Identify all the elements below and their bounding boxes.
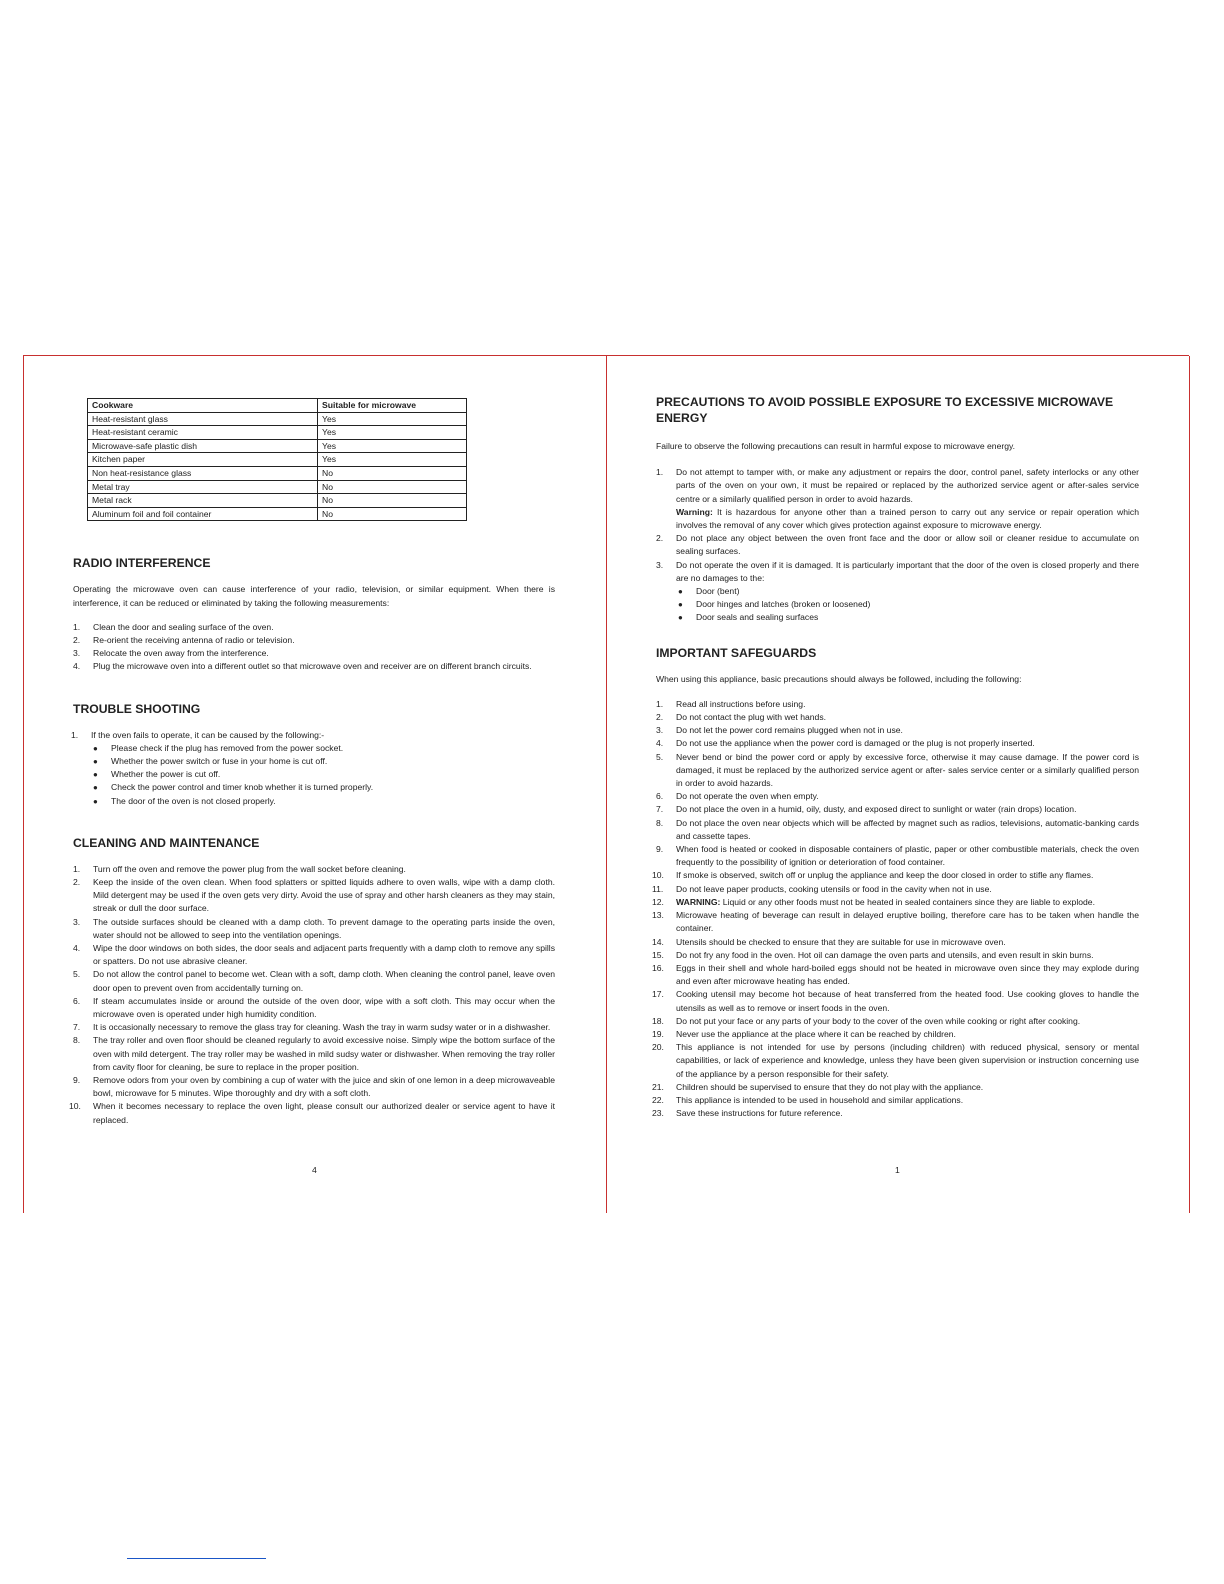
list-item [652,883,1139,896]
item-number: 1. [73,621,81,632]
right-page [652,356,1140,1120]
list-item [656,698,1139,711]
table-cell: Non heat-resistance glass [88,466,318,480]
safeguards-list [652,698,1139,1121]
list-item [652,949,1139,962]
item-text: Do not allow the control panel to become wet. Clean with a soft, damp cloth. When cleaning the control panel, leave oven door open to prevent oven from accidentally turning on. [93,969,555,993]
item-text: If smoke is observed, switch off or unplug the appliance and keep the door closed in order to stifle any flames. [676,870,1094,881]
list-item [652,869,1139,882]
item-text: Do not let the power cord remains plugged when not in use. [676,725,903,736]
precautions-bullets [676,585,1139,625]
item-text: Never bend or bind the power cord or apply by excessive force, otherwise it may cause damage. If the power cord is damaged, it must be replaced by the authorized service agent or after- sales service center or a similarly qualified person in order to avoid hazards. [676,751,1139,789]
bullet-text: The door of the oven is not closed properly. [111,795,276,806]
radio-interference-heading: RADIO INTERFERENCE [73,556,211,571]
item-text: Read all instructions before using. [676,698,806,709]
item-text: This appliance is intended to be used in household and similar applications. [676,1094,964,1105]
item-text: Children should be supervised to ensure that they do not play with the appliance. [676,1081,984,1092]
list-item [73,995,555,1021]
item-text: Do not operate the oven when empty. [676,791,819,802]
list-item [656,790,1139,803]
item-number: 12. [652,896,664,907]
list-item [656,803,1139,816]
list-item [652,1015,1139,1028]
table-header-cell: Cookware [88,399,318,413]
item-number: 22. [652,1094,664,1105]
item-text: Never use the appliance at the place where it can be reached by children. [676,1028,956,1039]
item-text: Do not leave paper products, cooking utensils or food in the cavity when not in use. [676,883,992,894]
bullet-icon: ● [678,600,683,610]
item-number: 10. [69,1101,81,1112]
item-text: Utensils should be checked to ensure that they are suitable for use in microwave oven. [676,936,1006,947]
list-item [656,751,1139,791]
bullet-item [91,742,555,755]
list-item [73,863,555,876]
table-cell: Yes [318,426,467,440]
list-item [652,936,1139,949]
item-number: 20. [652,1042,664,1053]
list-item [656,532,1139,558]
item-number: 5. [73,969,81,980]
table-cell: No [318,480,467,494]
item-number: 4. [73,661,81,672]
list-item [652,909,1139,935]
bullet-icon: ● [678,587,683,597]
item-number: 10. [652,870,664,881]
item-text: Do not attempt to tamper with, or make any adjustment or repairs the door, control panel, safety interlocks or any other parts of the oven on your own, it must be repaired or replaced by the authorized service agent or after-sales service centre or a similarly qualified person in order to avoid hazards. [676,467,1139,504]
bullet-text: Door seals and sealing surfaces [696,612,819,623]
precautions-list [656,466,1139,585]
item-text: Re-orient the receiving antenna of radio or television. [93,634,295,645]
table-cell: Heat-resistant glass [88,412,318,426]
item-number: 8. [656,817,664,828]
list-item [73,647,555,660]
frame-left-rule [23,356,24,1213]
bullet-text: Whether the power switch or fuse in your home is cut off. [111,755,328,766]
bullet-text: Please check if the plug has removed from the power socket. [111,742,344,753]
bullet-item [91,795,555,808]
bullet-item [91,781,555,794]
table-cell: No [318,466,467,480]
cleaning-maintenance-heading: CLEANING AND MAINTENANCE [73,835,260,850]
bullet-icon: ● [93,796,98,806]
item-number: 4. [656,738,664,749]
frame-center-rule [606,356,607,1213]
table-row [88,412,467,426]
item-text: Plug the microwave oven into a different outlet so that microwave oven and receiver are on different branch circuits. [93,661,532,672]
bullet-text: Whether the power is cut off. [111,769,221,780]
table-cell: Metal tray [88,480,318,494]
item-text: Clean the door and sealing surface of the oven. [93,621,274,632]
warning-label: WARNING: [676,896,721,907]
table-row [88,439,467,453]
item-text: The outside surfaces should be cleaned with a damp cloth. To prevent damage to the operating parts inside the oven, water should not be allowed to seep into the ventilation openings. [93,916,555,940]
page-number-left: 4 [312,1165,317,1175]
item-number: 14. [652,936,664,947]
item-number: 13. [652,910,664,921]
item-number: 2. [73,876,81,887]
safeguards-heading: IMPORTANT SAFEGUARDS [656,645,817,660]
table-header-row [88,399,467,413]
warning-text: It is hazardous for anyone other than a trained person to carry out any service or repair operation which involves the removal of any cover which gives protection against exposure to microwave energy. [676,506,1140,531]
list-item [656,817,1139,843]
item-number: 9. [656,844,664,855]
list-item [73,1074,555,1100]
list-item [656,559,1139,585]
precautions-intro: Failure to observe the following precautions can result in harmful expose to microwave energy. [656,441,1016,451]
bullet-icon: ● [93,756,98,766]
table-cell: Aluminum foil and foil container [88,507,318,521]
list-item [656,724,1139,737]
list-item [73,621,555,634]
list-item [73,634,555,647]
item-number: 5. [656,751,664,762]
table-cell: Yes [318,439,467,453]
item-number: 3. [656,559,664,570]
item-text: Turn off the oven and remove the power plug from the wall socket before cleaning. [93,863,406,874]
item-number: 1. [656,698,664,709]
list-item [652,896,1139,909]
bullet-text: Check the power control and timer knob whether it is turned properly. [111,782,374,793]
item-text: When it becomes necessary to replace the oven light, please consult our authorized dealer or service agent to have it replaced. [93,1101,555,1125]
item-number: 2. [73,634,81,645]
bullet-text: Door (bent) [696,586,740,597]
list-item [652,962,1139,988]
item-number: 9. [73,1075,81,1086]
cleaning-list [69,863,555,1127]
list-item [656,843,1139,869]
item-text: When food is heated or cooked in disposable containers of plastic, paper or other combustible materials, check the oven frequently to the possibility of ignition or deterioration of food container. [676,844,1139,868]
item-number: 11. [652,883,664,894]
item-number: 18. [652,1015,664,1026]
item-number: 15. [652,949,664,960]
bullet-item [676,598,1139,611]
table-row [88,480,467,494]
item-number: 7. [656,804,664,815]
list-item [73,942,555,968]
footer-stub-line [127,1558,266,1559]
item-number: 3. [656,725,664,736]
list-item [69,1100,555,1126]
warning-label: Warning: [676,506,713,517]
table-cell: Heat-resistant ceramic [88,426,318,440]
bullet-text: Door hinges and latches (broken or loosened) [696,599,871,610]
table-cell: Kitchen paper [88,453,318,467]
item-text: Wipe the door windows on both sides, the door seals and adjacent parts frequently with a damp cloth to remove any spills or spatters. Do not use abrasive cleaner. [93,943,555,967]
list-item [656,466,1139,532]
item-text: Remove odors from your oven by combining a cup of water with the juice and skin of one lemon in a deep microwaveable bowl, microwave for 5 minutes. Wipe thoroughly and dry with a soft cloth. [93,1075,555,1099]
item-number: 6. [656,791,664,802]
item-text: Relocate the oven away from the interference. [93,648,269,659]
item-text: Eggs in their shell and whole hard-boiled eggs should not be heated in microwave oven since they may explode during and even after microwave heating has ended. [676,962,1139,987]
item-number: 1. [73,863,81,874]
item-number: 16. [652,962,664,973]
booklet-spread [23,355,1189,1213]
cookware-table [87,398,467,521]
item-number: 19. [652,1028,664,1039]
item-number: 4. [73,943,81,953]
bullet-icon: ● [93,743,98,753]
table-cell: No [318,494,467,508]
item-text: If steam accumulates inside or around the outside of the oven door, wipe with a soft cloth. This may occur when the microwave oven is operated under high humidity condition. [93,995,555,1020]
list-item [73,876,555,916]
item-text: This appliance is not intended for use by persons (including children) with reduced physical, sensory or mental capabilities, or lack of experience and knowledge, unless they have been given supervision or instruction concerning use of the appliance by a person responsible for their safety. [676,1042,1139,1079]
table-cell: Microwave-safe plastic dish [88,439,318,453]
list-item [652,1081,1139,1094]
item-text: Do not place the oven near objects which will be affected by magnet such as radios, televisions, automatic-banking cards and cassette tapes. [676,817,1139,841]
item-text: Save these instructions for future reference. [676,1108,843,1119]
item-number: 2. [656,533,664,544]
left-page [69,356,555,1127]
item-number: 23. [652,1108,664,1119]
list-item [73,1034,555,1074]
list-item [656,737,1139,750]
item-number: 21. [652,1081,664,1092]
item-number: 6. [73,995,81,1006]
table-cell: Yes [318,412,467,426]
item-text: It is occasionally necessary to remove the glass tray for cleaning. Wash the tray in warm sudsy water or in a dishwasher. [93,1022,551,1033]
table-row [88,494,467,508]
item-text: Keep the inside of the oven clean. When food splatters or spitted liquids adhere to oven walls, wipe with a damp cloth. Mild detergent may be used if the oven gets very dirty. Avoid the use of spray and other harsh cleaners as they may stain, streak or dull the door surface. [93,876,555,914]
trouble-list [73,729,555,742]
item-number: 8. [73,1035,81,1046]
item-number: 1. [656,467,664,478]
bullet-item [91,768,555,781]
item-number: 17. [652,989,664,1000]
item-text: Do not place any object between the oven front face and the door or allow soil or cleaner residue to accumulate on sealing surfaces. [676,533,1139,557]
table-header-cell: Suitable for microwave [318,399,467,413]
page-number-right: 1 [895,1165,900,1175]
list-item [656,711,1139,724]
item-text: Do not contact the plug with wet hands. [676,712,827,723]
table-row [88,507,467,521]
item-text: Do not place the oven in a humid, oily, dusty, and exposed direct to sunlight or water (rain drops) location. [676,804,1077,815]
safeguards-intro: When using this appliance, basic precautions should always be followed, including the following: [656,673,1022,684]
bullet-icon: ● [93,783,98,793]
item-number: 3. [73,916,81,927]
bullet-icon: ● [678,613,683,623]
list-item [652,1028,1139,1041]
item-text: Liquid or any other foods must not be heated in sealed containers since they are liable to explode. [722,896,1095,907]
item-text: Microwave heating of beverage can result in delayed eruptive boiling, therefore care has to be taken when handle the container. [676,910,1139,934]
precautions-heading: PRECAUTIONS TO AVOID POSSIBLE EXPOSURE TO EXCESSIVE MICROWAVE ENERGY [656,395,1114,425]
table-row [88,466,467,480]
list-item [652,1041,1139,1081]
item-text: If the oven fails to operate, it can be caused by the following:- [91,729,325,740]
table-row [88,426,467,440]
table-cell: Yes [318,453,467,467]
list-item [73,729,555,742]
table-cell: No [318,507,467,521]
table-cell: Metal rack [88,494,318,508]
table-row [88,453,467,467]
bullet-item [676,611,1139,624]
list-item [73,660,555,673]
item-text: Do not operate the oven if it is damaged. It is particularly important that the door of the oven is closed properly and there are no damages to the: [676,559,1139,583]
list-item [652,1107,1139,1120]
item-number: 1. [71,729,79,740]
item-text: Cooking utensil may become hot because of heat transferred from the heated food. Use cooking gloves to handle the utensils as well as to remove or insert foods in the oven. [676,989,1139,1013]
item-number: 3. [73,648,81,659]
trouble-bullets [91,742,555,808]
item-text: Do not use the appliance when the power cord is damaged or the plug is not properly inserted. [676,738,1035,749]
bullet-item [91,755,555,768]
bullet-icon: ● [93,770,98,780]
list-item [73,1021,555,1034]
item-number: 2. [656,712,664,723]
list-item [73,968,555,994]
item-number: 7. [73,1022,81,1033]
list-item [652,1094,1139,1107]
trouble-shooting-heading: TROUBLE SHOOTING [73,701,201,716]
item-text: Do not put your face or any parts of your body to the cover of the oven while cooking or right after cooking. [676,1015,1081,1026]
list-item [73,916,555,942]
item-text: The tray roller and oven floor should be cleaned regularly to avoid excessive noise. Simply wipe the bottom surface of the oven with mild detergent. The tray roller may be washed in mild sudsy water or dishwasher. When removing the tray roller from cavity floor for cleaning, be sure to replace in the proper position. [93,1035,555,1072]
frame-right-rule [1189,356,1190,1213]
bullet-item [676,585,1139,598]
list-item [652,988,1139,1014]
item-text: Do not fry any food in the oven. Hot oil can damage the oven parts and utensils, and even result in skin burns. [676,949,1094,960]
radio-intro: Operating the microwave oven can cause interference of your radio, television, or similar equipment. When there is interference, it can be reduced or eliminated by taking the following measurements: [73,584,555,608]
radio-list [73,621,555,674]
